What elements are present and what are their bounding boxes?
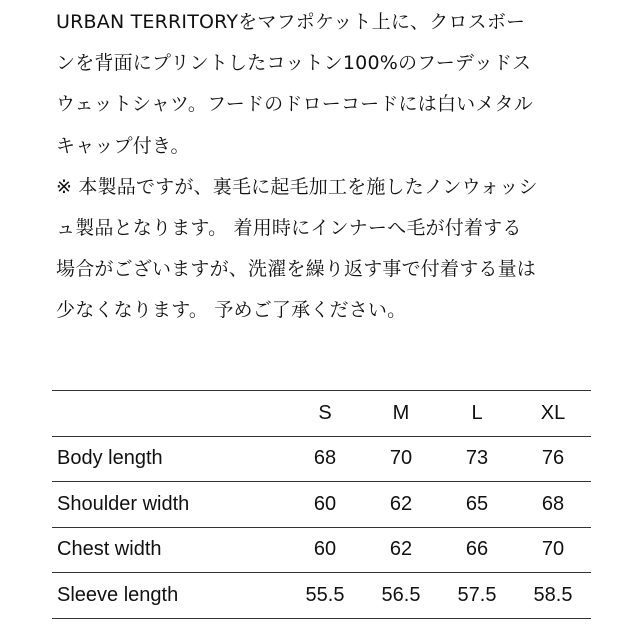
description-line: URBAN TERRITORYをマフポケット上に、クロスボー [56,11,526,33]
notice-line: 場合がございますが、洗濯を繰り返す事で付着する量は [56,258,537,281]
description-line: ウェットシャツ。フードのドローコードには白いメタル [56,93,533,116]
table-cell: 60 [313,492,337,515]
notice-line: ュ製品となります。 着用時にインナーへ毛が付着する [56,216,522,239]
row-label: Sleeve length [57,583,179,606]
table-cell: 66 [465,538,489,561]
table-row-body-length [52,436,591,482]
product-description [56,2,596,332]
size-header-xl: XL [540,401,566,424]
table-cell: 62 [389,492,413,515]
row-label: Chest width [57,538,162,561]
table-cell: 62 [389,538,413,561]
table-cell: 60 [313,538,337,561]
size-chart-table [52,390,591,619]
table-cell: 70 [541,538,565,561]
notice-line: ※ 本製品ですが、裏毛に起毛加工を施したノンウォッシ [56,175,538,198]
header-empty-cell [52,391,287,437]
row-label: Shoulder width [57,492,190,515]
table-cell: 57.5 [457,583,497,606]
table-cell: 58.5 [533,583,573,606]
row-label: Body length [57,447,163,470]
table-row-sleeve-length [52,573,591,619]
table-cell: 68 [313,447,337,470]
table-cell: 68 [541,492,565,515]
table-row-chest-width [52,527,591,573]
size-header-m: M [392,401,410,424]
description-line: キャップ付き。 [56,134,190,157]
table-row-shoulder-width [52,482,591,528]
table-cell: 73 [465,447,489,470]
table-cell: 76 [541,447,565,470]
description-line: ンを背面にプリントしたコットン100%のフーデッドス [56,52,532,75]
table-cell: 56.5 [381,583,421,606]
table-cell: 65 [465,492,489,515]
table-cell: 55.5 [305,583,345,606]
size-header-s: S [318,401,332,424]
size-header-l: L [471,401,483,424]
table-cell: 70 [389,447,413,470]
size-header-row [52,391,591,437]
notice-line: 少なくなります。 予めご了承ください。 [56,299,407,322]
